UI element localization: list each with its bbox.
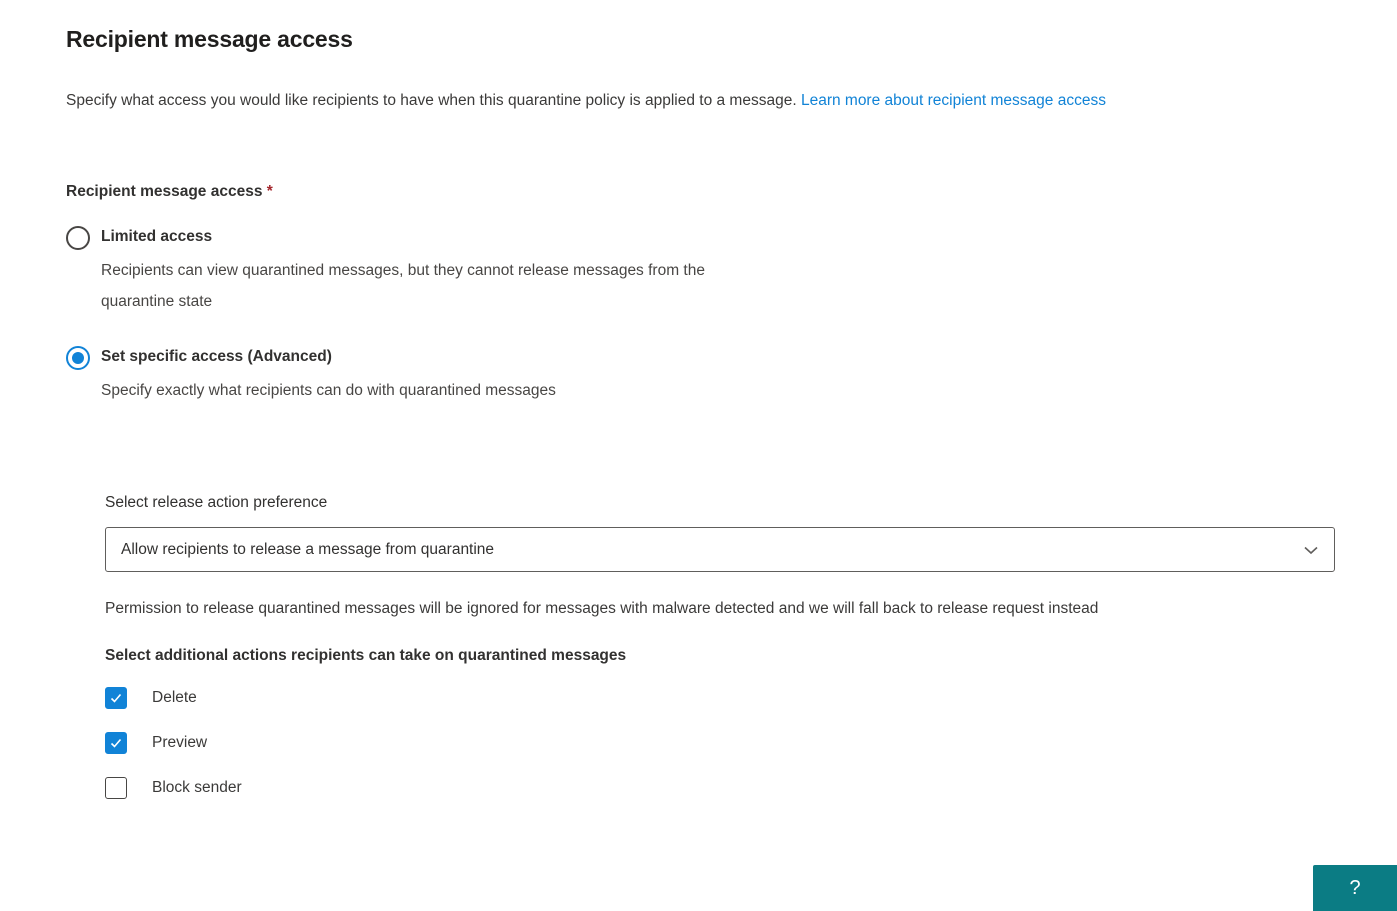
radio-group-label-text: Recipient message access [66, 183, 263, 200]
learn-more-link[interactable]: Learn more about recipient message access [800, 92, 1106, 109]
chevron-down-icon [1303, 542, 1319, 558]
page-description-text: Specify what access you would like recipients to have when this quarantine policy is applied to a message. [66, 92, 797, 109]
release-preference-dropdown[interactable] [105, 527, 1335, 572]
radio-option-description: Specify exactly what recipients can do with quarantined messages [101, 382, 556, 399]
radio-option-description: Recipients can view quarantined messages, but they cannot release messages from the quarantine state [101, 262, 705, 310]
checkbox-label: Delete [152, 689, 197, 706]
checkbox-icon[interactable] [105, 732, 127, 754]
checkbox-label: Preview [152, 734, 208, 751]
release-preference-selected-value: Allow recipients to release a message from quarantine [121, 540, 495, 558]
checkmark-icon [109, 736, 123, 750]
page-title: Recipient message access [66, 26, 353, 52]
page-description [66, 87, 1331, 115]
radio-option-limited-access[interactable] [66, 225, 1331, 317]
help-button-glyph: ? [1349, 876, 1361, 899]
checkbox-row-block-sender[interactable] [105, 777, 1331, 799]
checkbox-row-preview[interactable] [105, 732, 1331, 754]
release-preference-note: Permission to release quarantined messages will be ignored for messages with malware detected and we will fall back to release request instead [105, 600, 1099, 617]
checkbox-icon[interactable] [105, 687, 127, 709]
help-button[interactable] [1313, 865, 1397, 911]
additional-actions-label: Select additional actions recipients can take on quarantined messages [105, 647, 627, 664]
checkbox-label: Block sender [152, 779, 242, 796]
radio-option-text [101, 345, 556, 406]
required-asterisk: * [266, 183, 273, 200]
radio-button-icon[interactable] [66, 226, 90, 250]
radio-button-icon[interactable] [66, 346, 90, 370]
advanced-access-subsection [105, 494, 1331, 799]
radio-group-label [66, 183, 1331, 201]
checkbox-icon[interactable] [105, 777, 127, 799]
checkbox-row-delete[interactable] [105, 687, 1331, 709]
checkmark-icon [109, 691, 123, 705]
release-preference-label: Select release action preference [105, 494, 328, 511]
radio-option-label: Limited access [101, 228, 213, 245]
radio-option-text [101, 225, 751, 317]
radio-option-set-specific-access[interactable] [66, 345, 1331, 406]
radio-option-label: Set specific access (Advanced) [101, 348, 332, 365]
